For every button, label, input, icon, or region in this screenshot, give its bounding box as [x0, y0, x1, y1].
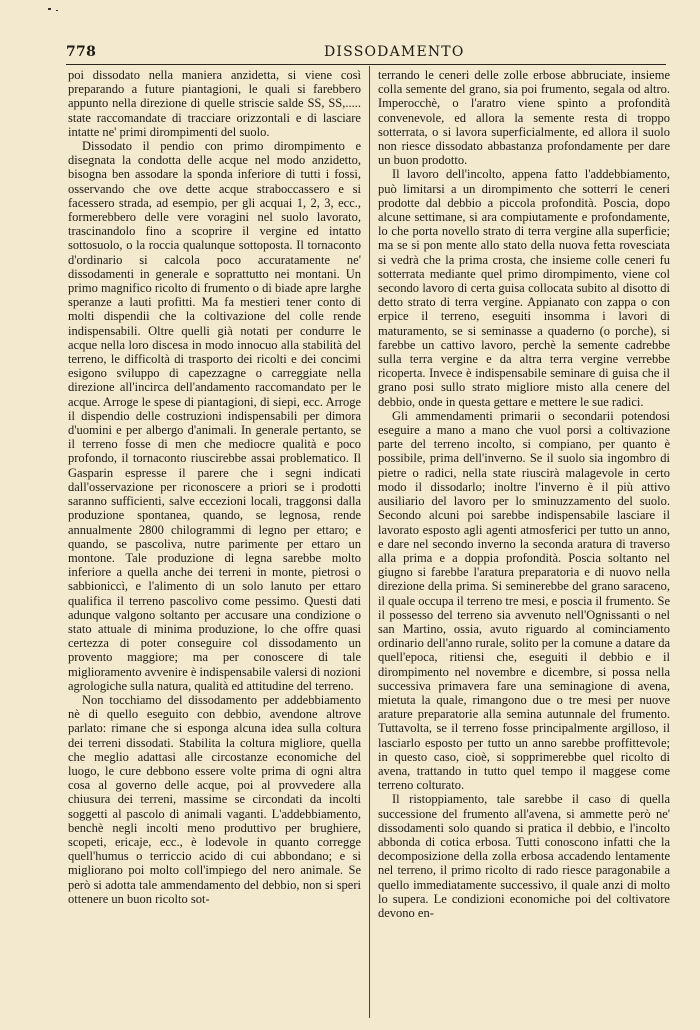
- left-column: [68, 68, 361, 906]
- paragraph: Non tocchiamo del dissodamento per addebbiamento nè di quello eseguito con debbio, avendone altrove parlato: rimane che si esponga alcuna idea sulla coltura dei terreni dissodati. Stabilita la coltura migliore, quella che meglio adattasi alle circostanze economiche del luogo, le cure debbono essere volte prima di ogni altra cosa al governo delle acque, poi al provvedere alla chiusura dei terreni, massime se circondati da incolti soggetti al pascolo di animali vaganti. L'addebbiamento, benchè negli incolti meno produttivo per brughiere, scopeti, ericaje, ecc., è lodevole in quanto corregge quell'humus o terriccio acido di cui abbondano; e si migliorano poi molto coll'impiego del nero animale. Se però si adotta tale ammendamento del debbio, non si speri ottenere un buon ricolto sot-: [68, 692, 361, 906]
- page-header: [66, 44, 666, 66]
- paragraph: Il lavoro dell'incolto, appena fatto l'addebbiamento, può limitarsi a un dirompimento che sotterri le ceneri prodotte dal debbio a piccola profondità. Poscia, dopo alcune settimane, si ara compiutamente e profondamente, lo che porta novello strato di terra vergine alla superficie; ma se si pon mente allo stato della nuova fetta rovesciata si vedrà che la prima crosta, che insieme colle ceneri fu sotterrata mediante quel primo dirompimento, viene col secondo lavoro di certa guisa collocata subito al disotto di detto strato di terra vergine. Appianato con zappa o con erpice il terreno, eseguiti insomma i lavori di maturamento, se si seminasse a quaderno (o porche), si farebbe un cattivo lavoro, perchè la semente cadrebbe sulla terra vergine e da altra terra vergine verrebbe ricoperta. Invece è indispensabile seminare di guisa che il grano posi sullo strato migliore misto alla cenere del debbio, onde in questa gettare e mettere le sue radici.: [378, 167, 670, 409]
- right-column: [378, 68, 670, 920]
- page-number: 778: [66, 44, 97, 60]
- column-divider: [369, 66, 370, 1018]
- ink-speck: [56, 10, 58, 11]
- paragraph: Il ristoppiamento, tale sarebbe il caso di quella successione del frumento all'avena, si ammette però ne' dissodamenti solo quando si pratica il debbio, e l'incolto abbonda di cotica erbosa. Tutti conoscono infatti che la decomposizione della zolla erbosa accadendo lentamente nel terreno, il primo ricolto di rado riesce paragonabile a quello immediatamente successivo, il quale anzi di molto lo supera. Le condizioni economiche poi del coltivatore devono en-: [378, 792, 670, 920]
- paragraph: Dissodato il pendio con primo dirompimento e disegnata la condotta delle acque nel modo anzidetto, bisogna ben assodare la sponda inferiore di tutti i fossi, osservando che ove dette acque straboccassero e si facessero strada, ad esempio, per gli acquai 1, 2, 3, ecc., formerebbero delle vere voragini nel suolo lavorato, trascinandolo fino a scoprire il vergine ed intatto sottosuolo, o la roccia qualunque sottoposta. Il tornaconto d'ordinario si calcola poco accuratamente ne' dissodamenti in generale e soprattutto nei montani. Un primo magnifico ricolto di frumento o di biade apre larghe speranze a lauti profitti. Ma fa mestieri tener conto di molti dispendii che la coltivazione del colle rende indispensabili. Oltre quelli già notati per condurre le acque nella loro discesa in modo innocuo alla stabilità del terreno, le difficoltà di trasporto dei ricolti e dei concimi esigono sviluppo di capezzagne o carreggiate nella direzione all'incirca dell'andamento raccomandato per le acque. Arroge le spese di piantagioni, di siepi, ecc. Arroge il dispendio delle costruzioni indispensabili per dimora d'uomini e per albergo d'animali. In generale pertanto, se il terreno fosse di men che mediocre qualità e poco profondo, il tornaconto riuscirebbe assai problematico. Il Gasparin espresse il parere che i segni indicati dall'osservazione per riconoscere a priori se i prodotti saranno sufficienti, salve eccezioni locali, traggonsi dalla produzione spontanea, quando, se legnosa, rende annualmente 2800 chilogrammi di legno per ettaro; e quando, se pascoliva, nutre parimente per ettaro un montone. Tale produzione di legna sarebbe molto inferiore a quella anche dei terreni in monte, pietrosi o sabbioniccì, e l'alimento di un solo lanuto per ettaro qualifica il terreno pascolivo come pessimo. Questi dati adunque valgono soltanto per accusare una condizione o stato attuale di minima produzione, lo che offre quasi certezza di poter conseguire col dissodamento un provento maggiore; ma per conoscere di tale miglioramento avvenire è indispensabile valersi di nozioni agrologiche sulla natura, qualità ed attitudine del terreno.: [68, 139, 361, 693]
- paragraph: terrando le ceneri delle zolle erbose abbruciate, insieme colla semente del grano, sia poi frumento, segala od altro. Imperocchè, o l'aratro viene spinto a profondità convenevole, ed allora la semente resta di troppo sotterrata, o si lavora superficialmente, ed allora il suolo non riesce dissodato abbastanza profondamente per dare un buon prodotto.: [378, 68, 670, 168]
- ink-speck: [48, 8, 51, 10]
- header-rule: [66, 64, 666, 65]
- paragraph: poi dissodato nella maniera anzidetta, si viene così preparando a future piantagioni, le quali si farebbero appunto nella direzione di quelle striscie salde SS, SS,..... state raccomandate di tracciare orizzontali e di lasciare intatte ne' primi dirompimenti del suolo.: [68, 68, 361, 139]
- running-title: DISSODAMENTO: [324, 44, 465, 60]
- paragraph: Gli ammendamenti primarii o secondarii potendosi eseguire a mano a mano che vuol porsi a coltivazione parte del terreno incolto, si compiano, per quanto è possibile, prima dell'inverno. Se il suolo sia ingombro di pietre o radici, nella state riuscirà malagevole in certo modo il dissodarlo; inoltre l'inverno è il più attivo ausiliario del lavoro per lo sminuzzamento del suolo. Secondo alcuni poi sarebbe indispensabile lasciare il lavorato esposto agli agenti atmosferici per tutto un anno, e dare nel secondo inverno la seconda aratura di traverso alla prima e a doppia profondità. Poscia soltanto nel giugno si farebbe l'aratura preparatoria e di nuovo nella direzione della prima. Si seminerebbe del grano saraceno, il quale occupa il terreno tre mesi, e poscia il frumento. Se il possesso del terreno sia avvenuto nell'Ognissanti o nel san Martino, ossia, avuto riguardo al cominciamento ordinario dell'anno rurale, solito per la comune a datare da quell'epoca, ritiensi che, eseguiti il debbio e il dirompimento nel novembre e dicembre, si possa nella successiva primavera fare una seminagione di avena, mietuta la quale, rimangono due o tre mesi per nuove arature preparatorie alla semina autunnale del frumento. Tuttavolta, se il terreno fosse principalmente argilloso, il lasciarlo esposto per tutto un anno sarebbe proffittevole; in questo caso, cioè, si sopprimerebbe quel ricolto di avena, trattando in tutto quel tempo il maggese come terreno colturato.: [378, 408, 670, 793]
